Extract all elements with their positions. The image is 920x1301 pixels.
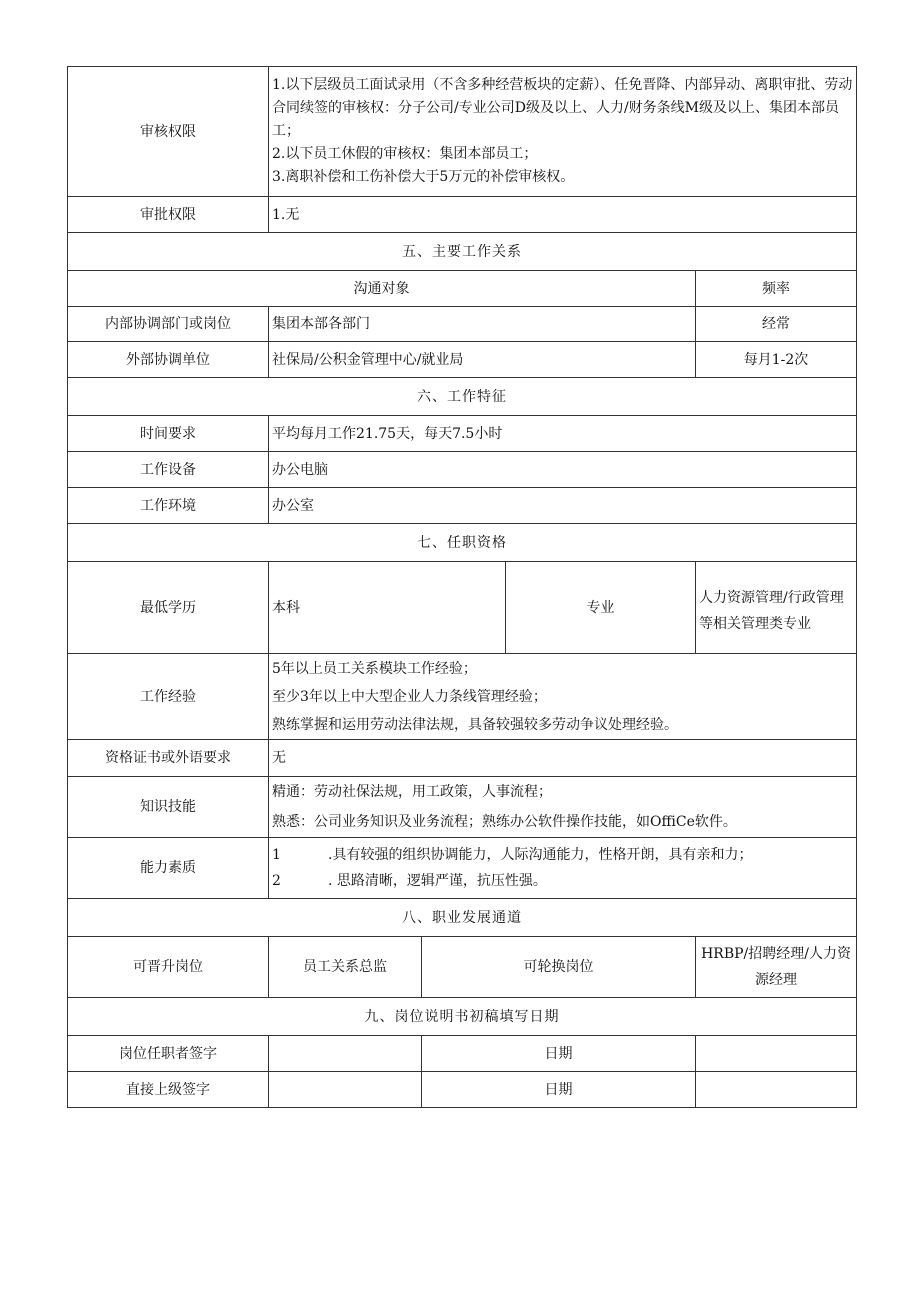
approve-authority-value: 1.无 <box>269 197 857 233</box>
approve-authority-label: 审批权限 <box>68 197 269 233</box>
section-5-header-row <box>68 233 857 271</box>
external-relation-row <box>68 342 857 378</box>
skills-row <box>68 777 857 838</box>
rotation-label: 可轮换岗位 <box>422 937 696 998</box>
time-requirement-row <box>68 416 857 452</box>
ability-line-2 <box>272 868 853 894</box>
experience-content <box>269 654 857 740</box>
review-line-2: 2.以下员工休假的审核权：集团本部员工； <box>272 146 538 162</box>
ability-content <box>269 838 857 899</box>
experience-row <box>68 654 857 740</box>
major-value: 人力资源管理/行政管理等相关管理类专业 <box>696 562 857 654</box>
superior-date-field[interactable] <box>696 1072 857 1108</box>
holder-date-label: 日期 <box>422 1036 696 1072</box>
certificate-row <box>68 740 857 777</box>
external-relation-value: 社保局/公积金管理中心/就业局 <box>269 342 696 378</box>
section-9-title: 九、岗位说明书初稿填写日期 <box>68 998 857 1036</box>
experience-line-3: 熟练掌握和运用劳动法律法规，具备较强较多劳动争议处理经验。 <box>272 716 678 733</box>
major-label: 专业 <box>506 562 696 654</box>
col-communication-target: 沟通对象 <box>68 271 696 307</box>
review-line-1: 1.以下层级员工面试录用（不含多种经营板块的定薪）、任免晋降、内部异动、离职审批、劳动合同续签的审核权：分子公司/专业公司D级及以上、人力/财务条线M级及以上、集团本部员工； <box>272 77 853 139</box>
internal-relation-frequency: 经常 <box>696 307 857 342</box>
superior-signature-label: 直接上级签字 <box>68 1072 269 1108</box>
ability-num-2: 2 <box>272 873 281 889</box>
holder-date-field[interactable] <box>696 1036 857 1072</box>
external-relation-label: 外部协调单位 <box>68 342 269 378</box>
section-5-title: 五、主要工作关系 <box>68 233 857 271</box>
skills-line-1: 精通：劳动社保法规，用工政策，人事流程； <box>272 784 552 800</box>
rotation-value: HRBP/招聘经理/人力资源经理 <box>696 937 857 998</box>
internal-relation-label: 内部协调部门或岗位 <box>68 307 269 342</box>
ability-num-1: 1 <box>272 847 281 863</box>
superior-signature-row <box>68 1072 857 1108</box>
work-environment-row <box>68 488 857 524</box>
time-requirement-label: 时间要求 <box>68 416 269 452</box>
time-requirement-value: 平均每月工作21.75天，每天7.5小时 <box>269 416 857 452</box>
ability-text-2: . 思路清晰，逻辑严谨，抗压性强。 <box>328 873 547 889</box>
job-description-table <box>67 66 857 1108</box>
col-frequency: 频率 <box>696 271 857 307</box>
review-line-3: 3.离职补偿和工伤补偿大于5万元的补偿审核权。 <box>272 169 575 185</box>
superior-date-label: 日期 <box>422 1072 696 1108</box>
experience-line-1: 5年以上员工关系模块工作经验； <box>272 660 477 677</box>
review-authority-label: 审核权限 <box>68 67 269 197</box>
skills-line-2: 熟悉：公司业务知识及业务流程；熟练办公软件操作技能，如OffiCe软件。 <box>272 814 737 830</box>
certificate-label: 资格证书或外语要求 <box>68 740 269 777</box>
certificate-value: 无 <box>269 740 857 777</box>
section-7-title: 七、任职资格 <box>68 524 857 562</box>
section-6-header-row <box>68 378 857 416</box>
holder-signature-row <box>68 1036 857 1072</box>
relations-header-row <box>68 271 857 307</box>
ability-label: 能力素质 <box>68 838 269 899</box>
work-environment-label: 工作环境 <box>68 488 269 524</box>
education-row <box>68 562 857 654</box>
skills-content <box>269 777 857 838</box>
section-7-header-row <box>68 524 857 562</box>
approve-authority-row <box>68 197 857 233</box>
education-label: 最低学历 <box>68 562 269 654</box>
promotion-value: 员工关系总监 <box>269 937 422 998</box>
holder-signature-field[interactable] <box>269 1036 422 1072</box>
promotion-label: 可晋升岗位 <box>68 937 269 998</box>
ability-row <box>68 838 857 899</box>
ability-text-1: .具有较强的组织协调能力，人际沟通能力，性格开朗，具有亲和力； <box>328 847 753 863</box>
skills-label: 知识技能 <box>68 777 269 838</box>
section-8-header-row <box>68 899 857 937</box>
work-environment-value: 办公室 <box>269 488 857 524</box>
work-equipment-row <box>68 452 857 488</box>
section-6-title: 六、工作特征 <box>68 378 857 416</box>
education-value: 本科 <box>269 562 506 654</box>
experience-label: 工作经验 <box>68 654 269 740</box>
superior-signature-field[interactable] <box>269 1072 422 1108</box>
section-8-title: 八、职业发展通道 <box>68 899 857 937</box>
work-equipment-label: 工作设备 <box>68 452 269 488</box>
ability-line-1 <box>272 842 853 868</box>
review-authority-row <box>68 67 857 197</box>
external-relation-frequency: 每月1-2次 <box>696 342 857 378</box>
career-path-row <box>68 937 857 998</box>
internal-relation-value: 集团本部各部门 <box>269 307 696 342</box>
section-9-header-row <box>68 998 857 1036</box>
review-authority-content <box>269 67 857 197</box>
holder-signature-label: 岗位任职者签字 <box>68 1036 269 1072</box>
internal-relation-row <box>68 307 857 342</box>
experience-line-2: 至少3年以上中大型企业人力条线管理经验； <box>272 688 547 705</box>
work-equipment-value: 办公电脑 <box>269 452 857 488</box>
